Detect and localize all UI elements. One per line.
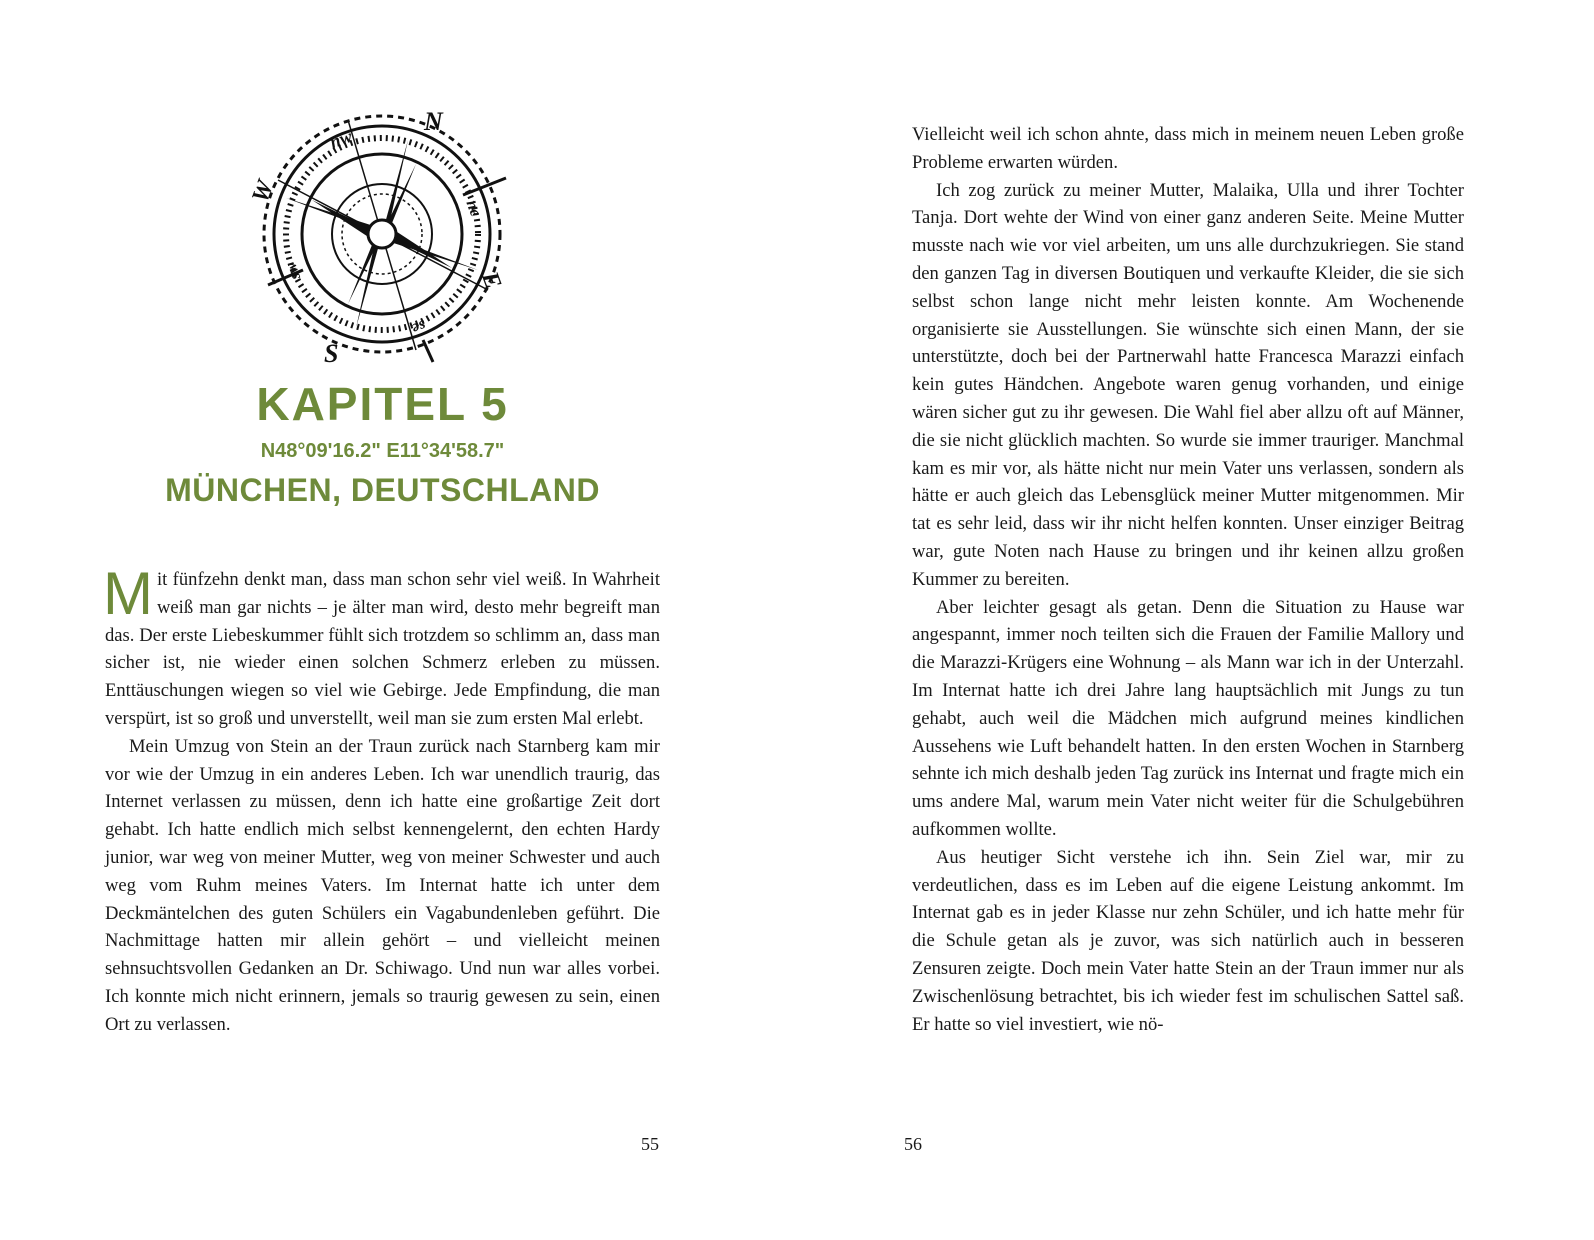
paragraph-text: it fünfzehn denkt man, dass man schon sehr viel weiß. In Wahrheit weiß man gar nichts – je älter man wird, desto mehr begreift man das. Der erste Liebeskummer fühlt sich trotzdem so schlimm an, dass man sicher ist, nie wieder einen solchen Schmerz erleben zu müssen. Enttäuschungen wiegen so viel wie Gebirge. Jede Empfindung, die man verspürt, ist so groß und unverstellt, weil man sie zum ersten Mal erlebt. [105, 569, 660, 729]
drop-cap: M [103, 560, 153, 627]
paragraph: Aus heutiger Sicht verstehe ich ihn. Sein Ziel war, mir zu verdeutlichen, dass es im Leben auf die eigene Leistung ankommt. Im Internat gab es in jeder Klasse nur zehn Schüler, und ich hatte mehr für die Schule getan als je zuvor, was sich natürlich auch in besseren Zensuren zeigte. Doch mein Vater hatte Stein an der Traun immer nur als Zwischenlösung betrachtet, bis ich wieder fest im schulischen Sattel saß. Er hatte so viel investiert, wie nö- [912, 846, 1464, 1035]
chapter-coordinates: N48°09'16.2" E11°34'58.7" [260, 440, 505, 462]
right-page [797, 0, 1594, 1240]
paragraph: Aber leichter gesagt als getan. Denn die Situation zu Hause war angespannt, immer noch teilten sich die Frauen der Familie Mallory und die Marazzi-Krügers eine Wohnung – als Mann war ich in der Unterzahl. Im Internat hatte ich drei Jahre lang hauptsächlich mit Jungs zu tun gehabt, auch weil die Mädchen mich aufgrund meines kindlichen Aussehens wie Luft behandelt hatten. In den ersten Wochen in Starnberg sehnte ich mich deshalb jeden Tag zurück ins Internat und fragte mich ein ums andere Mal, warum mein Vater nicht weiter für die Schulgebühren aufkommen wollte. [912, 596, 1464, 840]
paragraph: Mein Umzug von Stein an der Traun zurück nach Starnberg kam mir vor wie der Umzug in ein anderes Leben. Ich war unendlich traurig, das Internet verlassen zu müssen, denn ich hatte eine großartige Zeit dort gehabt. Ich hatte endlich mich selbst kennengelernt, den echten Hardy junior, war weg von meiner Mutter, weg von meiner Schwester und auch weg vom Ruhm meines Vaters. Im Internat hatte ich unter dem Deckmäntelchen des guten Schülers ein Vagabundenleben geführt. Die Nachmittage hatten mir allein gehört – und vielleicht meinen sehnsuchtsvollen Gedanken an Dr. Schiwago. Und nun war alles vorbei. Ich konnte mich nicht erinnern, jemals so traurig gewesen zu sein, einen Ort zu verlassen. [105, 735, 660, 1035]
compass-rose-icon [248, 100, 516, 368]
compass-letter-nw: nw [327, 125, 355, 153]
chapter-place: MÜNCHEN, DEUTSCHLAND [165, 472, 600, 508]
paragraph [103, 560, 660, 733]
page-number: 55 [641, 1134, 659, 1154]
compass-letter-ne: ne [462, 197, 484, 219]
left-body-text [103, 560, 660, 1039]
chapter-title: KAPITEL 5 [256, 378, 509, 430]
compass-letter-w: W [248, 177, 280, 207]
page-number: 56 [904, 1134, 922, 1154]
compass-letter-se: se [409, 316, 429, 338]
compass-letter-e: E [476, 268, 507, 293]
paragraph: Ich zog zurück zu meiner Mutter, Malaika, Ulla und ihrer Tochter Tanja. Dort wehte der Wind von einer ganz anderen Seite. Meine Mutter musste nach wie vor viel arbeiten, um uns alle durchzukriegen. Sie stand den ganzen Tag in diversen Boutiquen und verkaufte Kleider, die sie sich selbst schon lange nicht mehr leisten konnte. Am Wochenende organisierte sie Ausstellungen. Sie wünschte sich einen Mann, der sie unterstützte, doch bei der Partnerwahl hatte Francesca Marazzi einfach kein gutes Händchen. Angebote waren genug vorhanden, und einige wären sicher gut zu ihr gewesen. Die Wahl fiel aber allzu oft auf Männer, die sie nicht glücklich machten. So wurde sie immer trauriger. Manchmal kam es mir vor, als hätte nicht nur mein Vater uns verlassen, sondern als hätte er auch gleich das Lebensglück meiner Mutter mitgenommen. Mir tat es sehr leid, dass wir ihr nicht helfen konnten. Unser einziger Beitrag war, gute Noten nach Hause zu bringen und ihr keinen allzu großen Kummer zu bereiten. [912, 179, 1464, 590]
compass-letter-n: N [424, 107, 443, 136]
compass-letter-s: S [324, 339, 339, 368]
right-body-text [912, 121, 1464, 1038]
paragraph: Vielleicht weil ich schon ahnte, dass mich in meinem neuen Leben große Probleme erwarten würden. [912, 124, 1464, 173]
compass-letter-sw: sw [282, 260, 305, 282]
